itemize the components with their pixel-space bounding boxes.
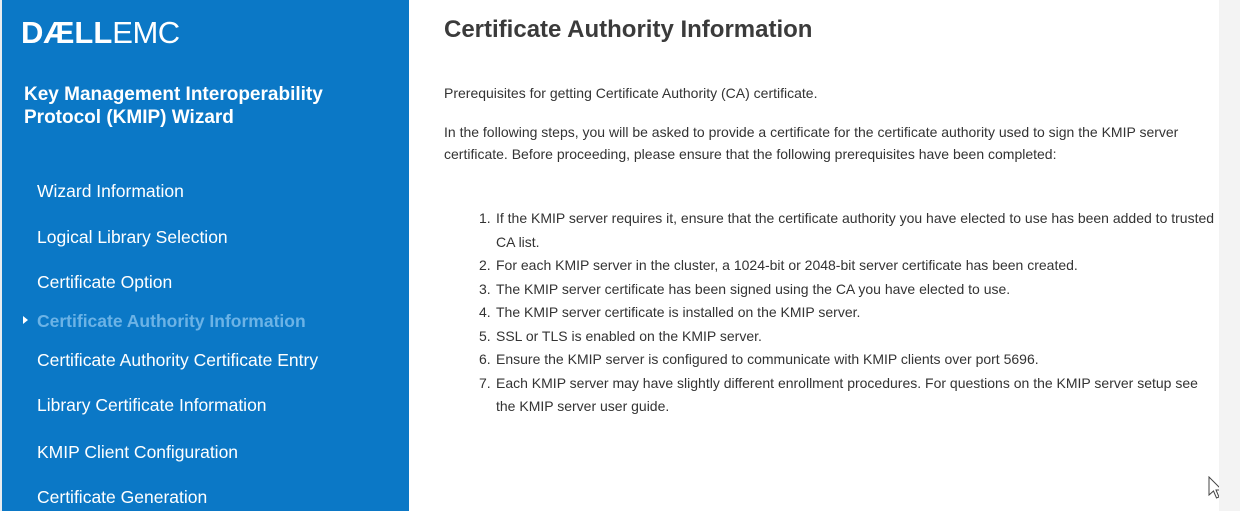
page-title: Certificate Authority Information: [444, 16, 813, 43]
list-item: [479, 254, 1219, 278]
list-item: [479, 348, 1219, 372]
nav-item-library-certificate-information[interactable]: Library Certificate Information: [37, 395, 267, 415]
current-step-arrow-icon: [23, 316, 28, 324]
list-item-number: 6.: [479, 351, 491, 367]
instructions-paragraph: In the following steps, you will be asked to provide a certificate for the certificate authority used to sign the KMIP server certificate. Before proceeding, please ensure that the following prerequisites have been completed:: [444, 124, 1179, 162]
list-item-text: The KMIP server certificate is installed on the KMIP server.: [496, 304, 861, 320]
wizard-title: Key Management Interoperability Protocol (KMIP) Wizard: [24, 84, 323, 128]
dell-emc-logo: [21, 14, 180, 52]
list-item-text: The KMIP server certificate has been signed using the CA you have elected to use.: [496, 280, 1011, 297]
list-item-number: 4.: [479, 304, 491, 320]
main-content: [409, 0, 1219, 511]
nav-item-certificate-authority-certificate-entry[interactable]: Certificate Authority Certificate Entry: [37, 350, 319, 370]
list-item: [479, 301, 1219, 325]
nav-item-logical-library-selection[interactable]: Logical Library Selection: [37, 227, 228, 247]
list-item: [479, 207, 1219, 254]
list-item-number: 3.: [479, 280, 491, 297]
window-right-edge: [1219, 0, 1240, 511]
list-item-text: Each KMIP server may have slightly different enrollment procedures. For questions on the KMIP server setup see the KMIP server user guide.: [496, 374, 1198, 414]
list-item-number: 5.: [479, 327, 491, 344]
list-item-text: Ensure the KMIP server is configured to communicate with KMIP clients over port 5696.: [496, 351, 1039, 367]
list-item: [479, 325, 1219, 349]
list-item-text: For each KMIP server in the cluster, a 1024-bit or 2048-bit server certificate has been created.: [496, 257, 1078, 273]
nav-item-kmip-client-configuration[interactable]: KMIP Client Configuration: [37, 442, 239, 462]
list-item-number: 7.: [479, 374, 491, 391]
list-item: [479, 278, 1219, 302]
list-item: [479, 372, 1219, 419]
list-item-number: 1.: [479, 210, 491, 226]
list-item-text: If the KMIP server requires it, ensure that the certificate authority you have elected to use has been added to trusted CA list.: [496, 210, 1215, 250]
emc-logo-text: EMC: [112, 15, 180, 50]
nav-item-wizard-information[interactable]: Wizard Information: [37, 181, 184, 201]
nav-item-certificate-generation[interactable]: Certificate Generation: [37, 487, 208, 507]
prerequisites-intro: Prerequisites for getting Certificate Authority (CA) certificate.: [444, 85, 818, 101]
prerequisites-list: [479, 207, 1219, 419]
list-item-text: SSL or TLS is enabled on the KMIP server.: [496, 327, 762, 344]
nav-item-certificate-authority-information[interactable]: Certificate Authority Information: [37, 311, 306, 331]
wizard-sidebar: [0, 0, 409, 511]
nav-item-certificate-option[interactable]: Certificate Option: [37, 272, 173, 292]
list-item-number: 2.: [479, 257, 491, 273]
dell-logo-text: DÆLL: [21, 15, 113, 50]
